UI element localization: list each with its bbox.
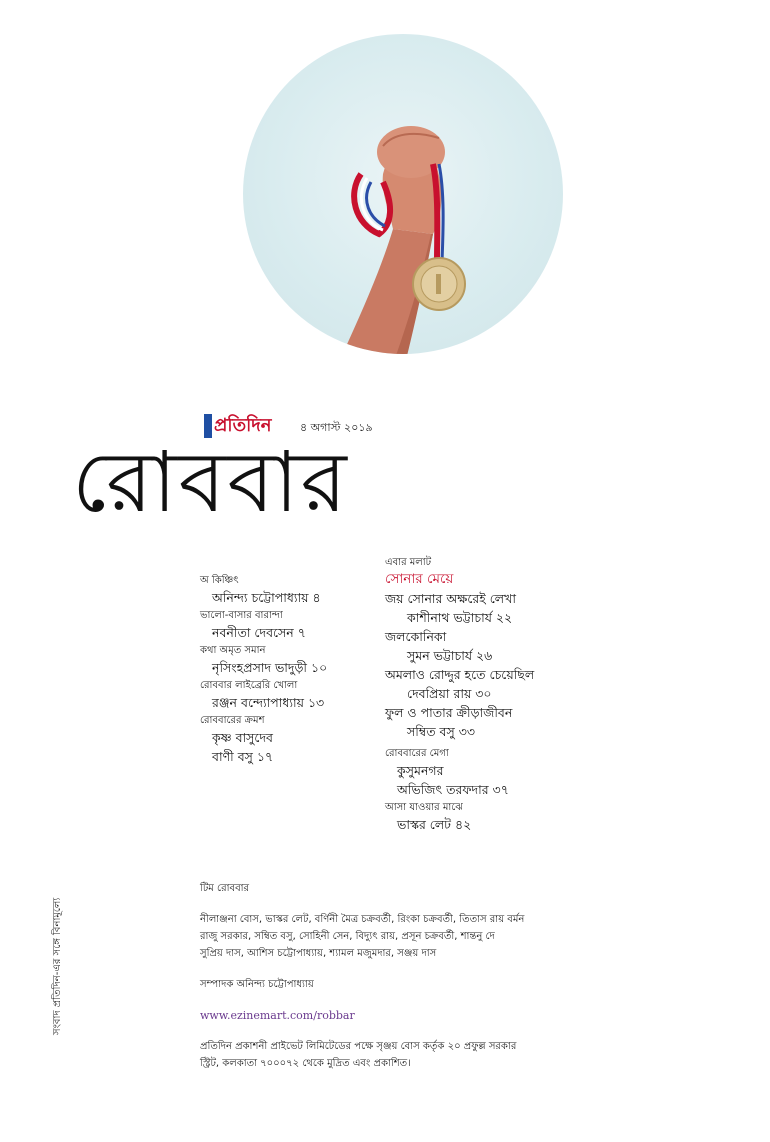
- contents-right: [385, 556, 575, 834]
- section-label: রোববার লাইব্রেরি খোলা: [200, 680, 298, 691]
- imprint-text: প্রতিদিন প্রকাশনী প্রাইভেট লিমিটেডের পক্ষে সৃঞ্জয় বোস কর্তৃক ২০ প্রফুল্ল সরকার: [200, 1041, 517, 1052]
- contents-entry: অভিজিৎ তরফদার ৩৭: [397, 782, 509, 797]
- team-members: সুপ্রিয় দাস, আশিস চট্টোপাধ্যায়, শ্যামল মজুমদার, সঞ্জয় দাস: [200, 948, 437, 959]
- logo-text: প্রতিদিন: [214, 415, 272, 436]
- section-label: রোববারের ক্রমশ: [200, 715, 265, 726]
- contents-entry-title: ফুল ও পাতার ক্রীড়াজীবন: [385, 705, 513, 720]
- website-link[interactable]: www.ezinemart.com/robbar: [200, 1009, 355, 1022]
- section-label: ভালো-বাসার বারান্দা: [200, 610, 283, 621]
- contents-entry-title: জলকোনিকা: [385, 629, 447, 644]
- contents-entry-author: সম্বিত বসু ৩৩: [407, 724, 475, 739]
- section-label: অ কিঞ্চিৎ: [200, 575, 239, 586]
- contents-entry-author: কাশীনাথ ভট্টাচার্য ২২: [407, 610, 513, 625]
- team-heading: টিম রোববার: [200, 883, 250, 894]
- contents-entry: নবনীতা দেবসেন ৭: [212, 625, 306, 640]
- contents-entry: বাণী বসু ১৭: [212, 749, 274, 764]
- imprint-text: স্ট্রিট, কলকাতা ৭০০০৭২ থেকে মুদ্রিত এবং প্রকাশিত।: [200, 1058, 411, 1069]
- editor-credit: সম্পাদক অনিন্দ্য চট্টোপাধ্যায়: [200, 979, 314, 990]
- contents-entry-title: অমলাও রোদ্দুর হতে চেয়েছিল: [385, 667, 535, 682]
- section-label: রোববারের মেগা: [385, 748, 449, 759]
- contents-entry: কুসুমনগর: [397, 763, 444, 778]
- cover-story-label: এবার মলাট: [385, 557, 432, 568]
- contents-entry-author: দেবপ্রিয়া রায় ৩০: [407, 686, 492, 701]
- side-credit: সংবাদ প্রতিদিন-এর সঙ্গে বিনামূল্যে: [52, 897, 63, 1035]
- team-members: রাজু সরকার, সম্বিত বসু, সোহিনী সেন, বিদ্যুৎ রায়, প্রসূন চক্রবর্তী, শান্তনু দে: [200, 931, 495, 942]
- contents-left: [200, 574, 380, 766]
- cover-story-title: সোনার মেয়ে: [385, 571, 454, 587]
- section-label: কথা অমৃত সমান: [200, 645, 266, 656]
- contents-entry: নৃসিংহপ্রসাদ ভাদুড়ী ১০: [212, 660, 328, 675]
- contents-entry-title: জয় সোনার অক্ষরেই লেখা: [385, 591, 516, 606]
- section-label: আসা যাওয়ার মাঝে: [385, 802, 463, 813]
- magazine-title: রোববার: [72, 433, 349, 531]
- team-credits: [200, 880, 560, 1072]
- contents-entry: অনিন্দ্য চট্টোপাধ্যায় ৪: [212, 590, 321, 605]
- contents-entry: রঞ্জন বন্দ্যোপাধ্যায় ১৩: [212, 695, 325, 710]
- team-members: নীলাঞ্জনা বোস, ভাস্কর লেট, বর্ণিনী মৈত্র চক্রবর্তী, রিংকা চক্রবর্তী, তিতাস রায় বর্মন: [200, 914, 525, 925]
- issue-date: ৪ অগাস্ট ২০১৯: [300, 421, 373, 434]
- contents-entry: কৃষ্ণ বাসুদেব: [212, 730, 273, 745]
- contents-entry-author: সুমন ভট্টাচার্য ২৬: [407, 648, 493, 663]
- medal-hand-illustration: [243, 34, 563, 354]
- cover-photo: [243, 34, 563, 354]
- contents-entry: ভাস্কর লেট ৪২: [397, 817, 472, 832]
